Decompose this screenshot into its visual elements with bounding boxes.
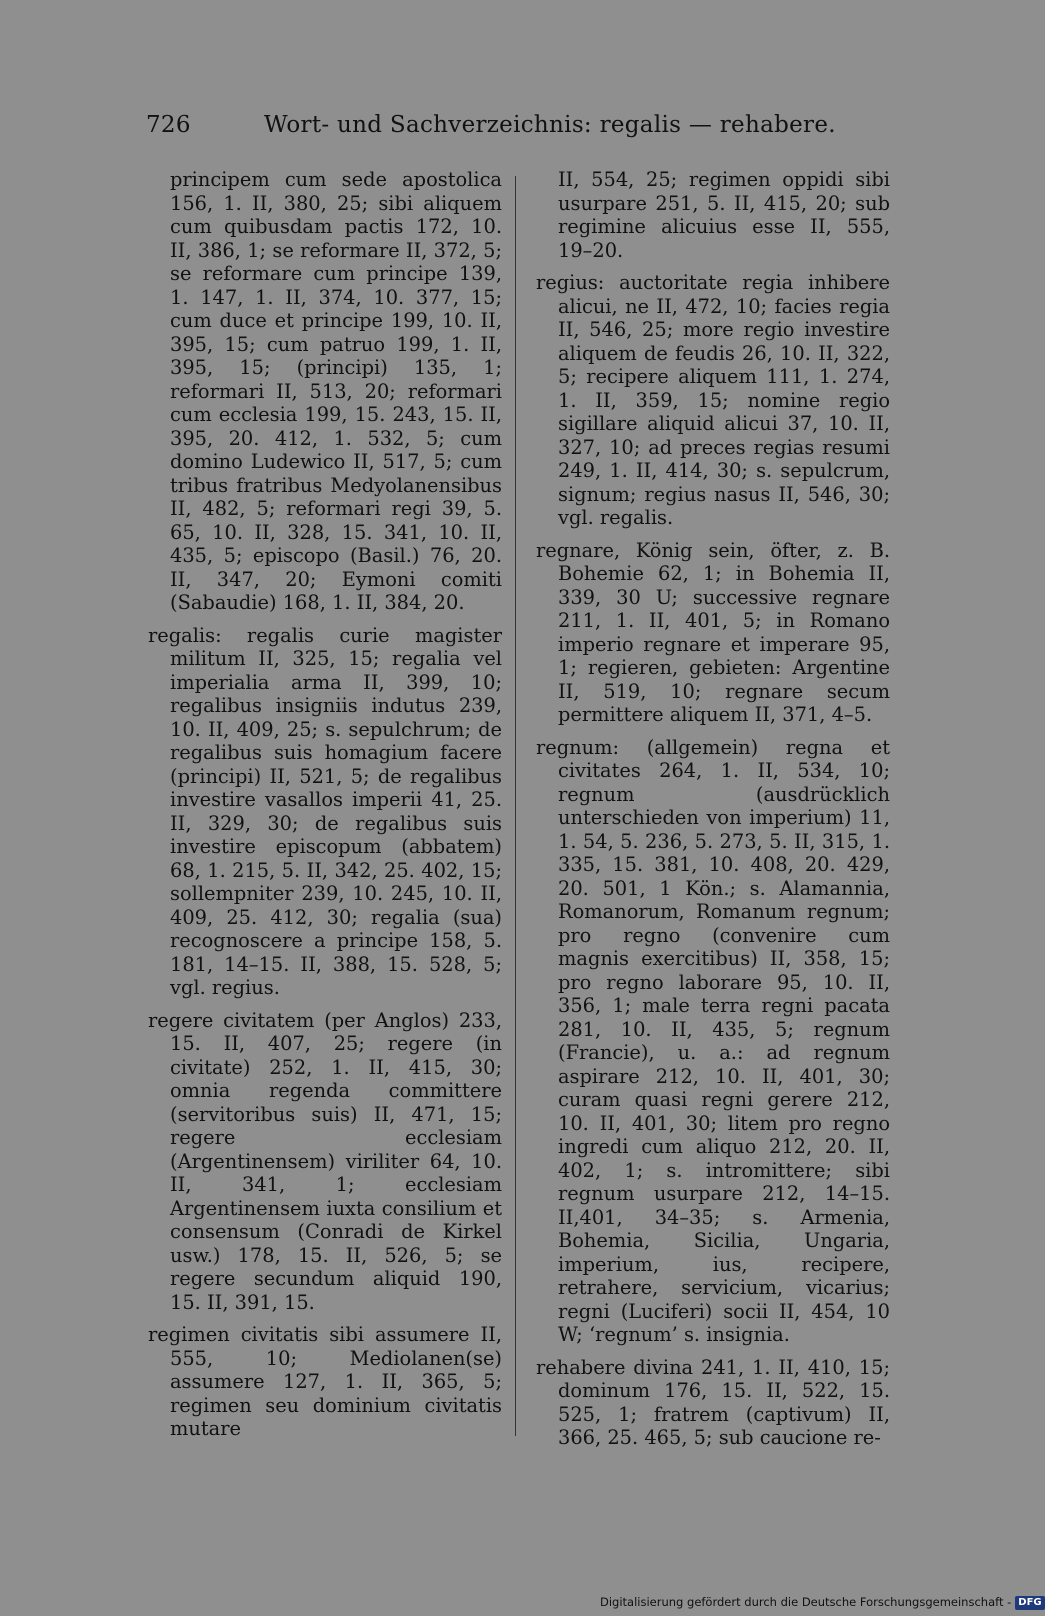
index-entry: rehabere divina 241, 1. II, 410, 15; dominum 176, 15. II, 522, 15. 525, 1; fratrem (captivum) II, 366, 25. 465, 5; sub caucione re-: [536, 1355, 890, 1449]
page-number: 726: [146, 112, 191, 138]
index-entry: regnare, König sein, öfter, z. B. Bohemie 62, 1; in Bohemia II, 339, 30 U; successive regnare 211, 1. II, 401, 5; in Romano imperio regnare et imperare 95, 1; regieren, gebieten: Argentine II, 519, 10; regnare secum permittere aliquem II, 371, 4–5.: [536, 538, 890, 726]
dfg-logo: DFG: [1015, 1596, 1044, 1610]
right-column: [536, 168, 890, 1459]
index-entry: regimen civitatis sibi assumere II, 555, 10; Mediolanen(se) assumere 127, 1. II, 365, 5; regimen seu dominium civitatis mutare: [148, 1323, 502, 1440]
left-column: [148, 168, 502, 1450]
running-title: Wort- und Sachverzeichnis: regalis — rehabere.: [264, 112, 836, 138]
index-entry: regere civitatem (per Anglos) 233, 15. II, 407, 25; regere (in civitate) 252, 1. II, 415, 30; omnia regenda committere (servitoribus suis) II, 471, 15; regere ecclesiam (Argentinensem) viriliter 64, 10. II, 341, 1; ecclesiam Argentinensem iuxta consilium et consensum (Conradi de Kirkel usw.) 178, 15. II, 526, 5; se regere secundum aliquid 190, 15. II, 391, 15.: [148, 1008, 502, 1314]
index-entry: regnum: (allgemein) regna et civitates 264, 1. II, 534, 10; regnum (ausdrücklich unterschieden von imperium) 11, 1. 54, 5. 236, 5. 273, 5. II, 315, 1. 335, 15. 381, 10. 408, 20. 429, 20. 501, 1 Kön.; s. Alamannia, Romanorum, Romanum regnum; pro regno (convenire cum magnis exercitibus) II, 358, 15; pro regno laborare 95, 10. II, 356, 1; male terra regni pacata 281, 10. II, 435, 5; regnum (Francie), u. a.: ad regnum aspirare 212, 10. II, 401, 30; curam quasi regni gerere 212, 10. II, 401, 30; litem pro regno ingredi cum aliquo 212, 20. II, 402, 1; s. intromittere; sibi regnum usurpare 212, 14–15. II,401, 34–35; s. Armenia, Bohemia, Sicilia, Ungaria, imperium, ius, recipere, retrahere, servicium, vicarius; regni (Luciferi) socii II, 454, 10 W; ‘regnum’ s. insignia.: [536, 735, 890, 1346]
index-entry: II, 554, 25; regimen oppidi sibi usurpare 251, 5. II, 415, 20; sub regimine alicuius esse II, 555, 19–20.: [558, 168, 890, 262]
index-entry: regius: auctoritate regia inhibere alicui, ne II, 472, 10; facies regia II, 546, 25; more regio investire aliquem de feudis 26, 10. II, 322, 5; recipere aliquem 111, 1. 274, 1. II, 359, 15; nomine regio sigillare aliquid alicui 37, 10. II, 327, 10; ad preces regias resumi 249, 1. II, 414, 30; s. sepulcrum, signum; regius nasus II, 546, 30; vgl. regalis.: [536, 271, 890, 529]
index-entry: regalis: regalis curie magister militum II, 325, 15; regalia vel imperialia arma II, 399, 10; regalibus insigniis indutus 239, 10. II, 409, 25; s. sepulchrum; de regalibus suis homagium facere (principi) II, 521, 5; de regalibus investire vasallos imperii 41, 25. II, 329, 30; de regalibus suis investire episcopum (abbatem) 68, 1. 215, 5. II, 342, 25. 402, 15; sollempniter 239, 10. 245, 10. II, 409, 25. 412, 30; regalia (sua) recognoscere a principe 158, 5. 181, 14–15. II, 388, 15. 528, 5; vgl. regius.: [148, 623, 502, 999]
digitization-footer: [600, 1593, 1042, 1611]
index-entry: principem cum sede apostolica 156, 1. II, 380, 25; sibi aliquem cum quibusdam pactis 172, 10. II, 386, 1; se reformare II, 372, 5; se reformare cum principe 139, 1. 147, 1. II, 374, 10. 377, 15; cum duce et principe 199, 10. II, 395, 15; cum patruo 199, 1. II, 395, 15; (principi) 135, 1; reformari II, 513, 20; reformari cum ecclesia 199, 15. 243, 15. II, 395, 20. 412, 1. 532, 5; cum domino Ludewico II, 517, 5; cum tribus fratribus Medyolanensibus II, 482, 5; reformari regi 39, 5. 65, 10. II, 328, 15. 341, 10. II, 435, 5; episcopo (Basil.) 76, 20. II, 347, 20; Eymoni comiti (Sabaudie) 168, 1. II, 384, 20.: [170, 168, 502, 614]
column-divider: [515, 176, 516, 1436]
footer-text: Digitalisierung gefördert durch die Deutsche Forschungsgemeinschaft -: [600, 1595, 1012, 1609]
